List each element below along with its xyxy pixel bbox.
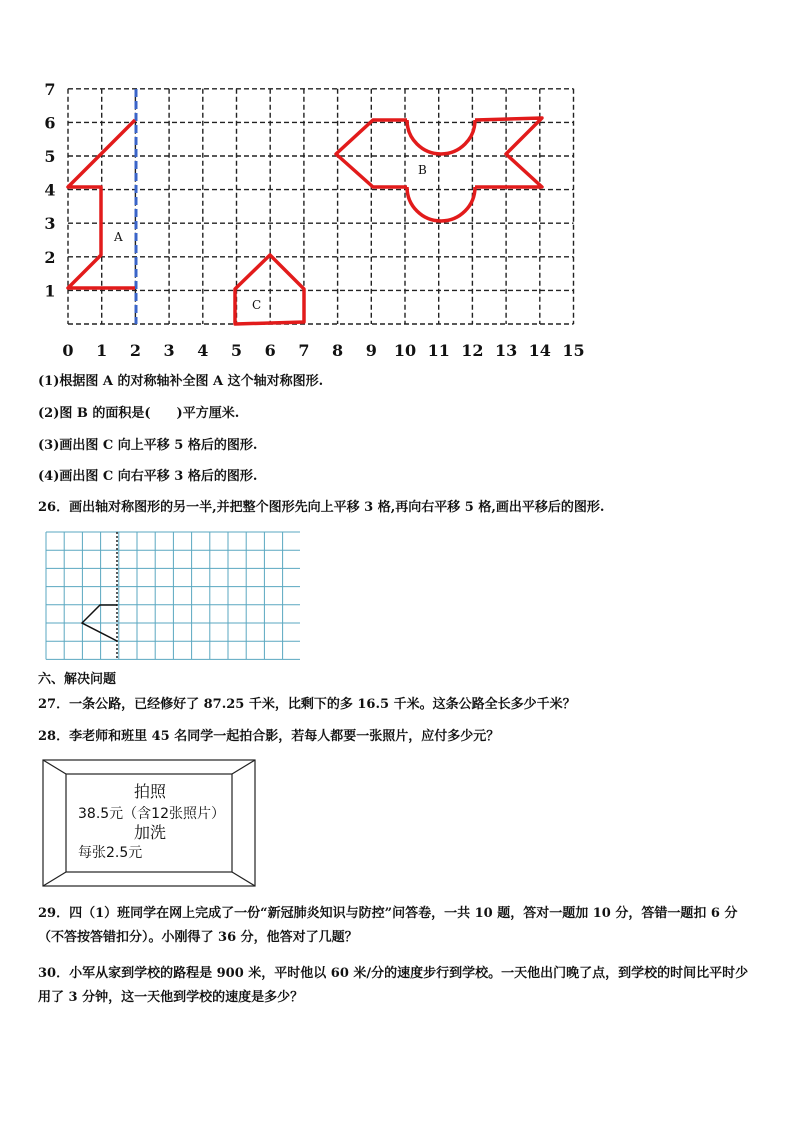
x-tick-label: 12	[461, 341, 484, 360]
y-tick-label: 4	[44, 180, 56, 200]
question-25-part-1: (1)根据图 A 的对称轴补全图 A 这个轴对称图形.	[38, 374, 324, 389]
question-28: 28．李老师和班里 45 名同学一起拍合影，若每人都要一张照片，应付多少元？	[38, 729, 500, 744]
board-extra: 每张2.5元	[78, 845, 143, 861]
y-tick-label: 3	[44, 214, 56, 234]
grid-lines	[68, 89, 574, 324]
x-tick-label: 14	[528, 341, 551, 360]
x-tick-label: 11	[427, 341, 450, 360]
shape-b-label: B	[418, 163, 427, 177]
shape-a-label: A	[114, 230, 123, 244]
shape-c-label: C	[252, 298, 262, 312]
x-tick-label: 1	[96, 341, 108, 360]
x-tick-label: 10	[393, 341, 417, 360]
x-tick-label: 15	[562, 341, 585, 360]
y-tick-label: 5	[44, 147, 56, 166]
question-26: 26．画出轴对称图形的另一半,并把整个图形先向上平移 3 格,再向右平移 5 格,画出平移后的图形.	[38, 500, 605, 515]
symmetry-grid-figure	[44, 530, 300, 662]
coordinate-grid-figure	[30, 72, 600, 367]
grid-lines	[46, 532, 300, 659]
y-tick-label: 2	[44, 247, 56, 267]
question-30: 30．小军从家到学校的路程是 900 米，平时他以 60 米/分的速度步行到学校。一天他出门晚了点，到学校的时间比平时少用了 3 分钟，这一天他到学校的速度是多少？	[38, 966, 749, 1005]
question-25-part-3: (3)画出图 C 向上平移 5 格后的图形.	[38, 438, 258, 453]
board-subtitle: 加洗	[133, 823, 167, 842]
section-6-heading: 六、解决问题	[38, 672, 117, 687]
question-27: 27．一条公路，已经修好了 87.25 千米，比剩下的多 16.5 千米。这条公路全长多少千米？	[38, 697, 576, 712]
x-tick-label: 4	[197, 341, 209, 360]
x-tick-label: 7	[298, 341, 310, 360]
x-tick-label: 0	[62, 341, 74, 360]
x-tick-label: 6	[264, 341, 276, 360]
x-tick-label: 5	[230, 341, 243, 360]
x-tick-label: 9	[365, 341, 377, 360]
board-title: 拍照	[133, 782, 167, 801]
question-25-part-2: (2)图 B 的面积是( )平方厘米.	[38, 406, 240, 421]
board-price: 38.5元（含12张照片）	[78, 806, 225, 822]
x-tick-label: 3	[163, 341, 175, 360]
y-tick-label: 1	[44, 281, 56, 301]
question-25-part-4: (4)画出图 C 向右平移 3 格后的图形.	[38, 469, 258, 484]
y-tick-label: 7	[44, 79, 56, 99]
question-29: 29．四（1）班同学在网上完成了一份“新冠肺炎知识与防控”问答卷，一共 10 题，答对一题加 10 分，答错一题扣 6 分（不答按答错扣分）。小刚得了 36 分，他答对了几题？	[38, 906, 738, 945]
x-tick-label: 8	[332, 341, 344, 360]
y-tick-label: 6	[44, 113, 56, 133]
x-tick-label: 2	[129, 341, 141, 360]
x-tick-label: 13	[494, 341, 518, 360]
photo-price-board	[42, 759, 256, 887]
